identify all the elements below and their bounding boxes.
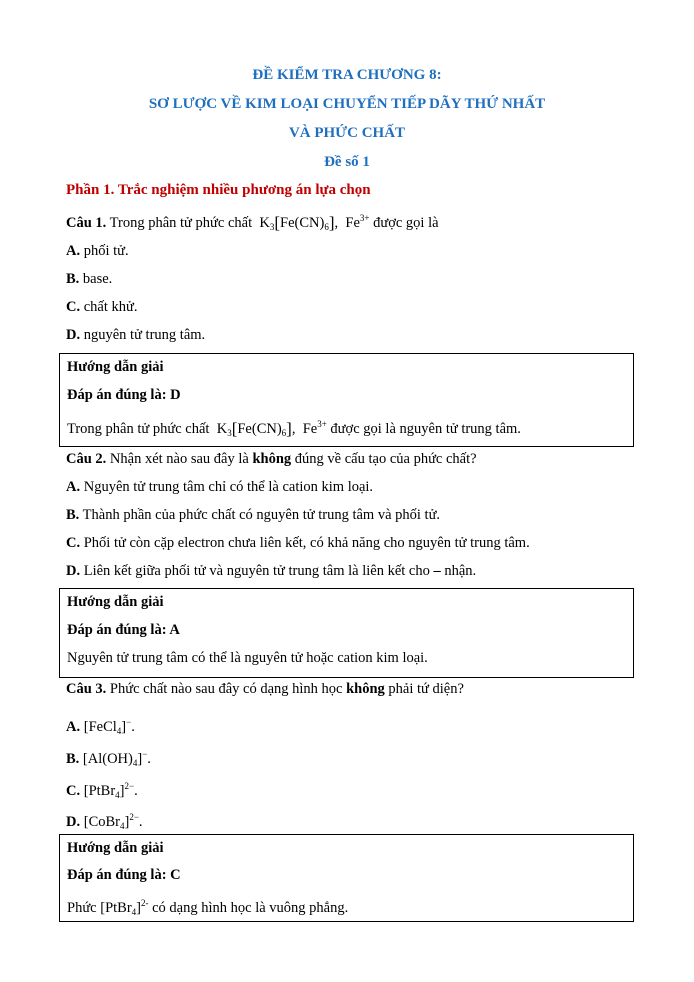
question-1-stem: Câu 1. Trong phân tử phức chất $K_3[Fe(CN)_6]$, $Fe^{3+}$ được gọi là: [66, 213, 439, 232]
question-2-stem: Câu 2. Nhận xét nào sau đây là không đúng về cấu tạo của phức chất?: [66, 451, 477, 467]
solution-heading: Hướng dẫn giải: [67, 359, 164, 375]
title-line-2: SƠ LƯỢC VỀ KIM LOẠI CHUYỂN TIẾP DÃY THỨ NHẤT: [148, 96, 546, 112]
option-d: D. Liên kết giữa phối tử và nguyên tử trung tâm là liên kết cho – nhận.: [66, 563, 477, 579]
question-label: Câu 3.: [66, 681, 107, 697]
option-b: B. base.: [66, 271, 113, 287]
title-line-3: VÀ PHỨC CHẤT: [288, 125, 406, 141]
question-label: Câu 2.: [66, 451, 107, 467]
section-title: Phần 1. Trắc nghiệm nhiều phương án lựa chọn: [66, 182, 371, 198]
option-d: D. [CoBr$_4$]$^{2-}$.: [66, 812, 143, 831]
question-3-stem: Câu 3. Phức chất nào sau đây có dạng hình học không phải tứ diện?: [66, 681, 464, 697]
solution-box-1: [59, 353, 634, 447]
option-d: D. nguyên tử trung tâm.: [66, 327, 206, 343]
exam-number: Đề số 1: [324, 154, 370, 170]
solution-answer: Đáp án đúng là: D: [67, 387, 181, 403]
option-c: C. Phối tử còn cặp electron chưa liên kết, có khả năng cho nguyên tử trung tâm.: [66, 535, 530, 551]
solution-box-3: [59, 834, 634, 922]
solution-explanation: Phức [PtBr$_4$]$^{2-}$ có dạng hình học là vuông phẳng.: [67, 898, 349, 917]
solution-heading: Hướng dẫn giải: [67, 840, 164, 856]
question-label: Câu 1.: [66, 215, 107, 231]
solution-explanation: Trong phân tử phức chất $K_3[Fe(CN)_6]$, $Fe^{3+}$ được gọi là nguyên tử trung tâm.: [67, 419, 521, 438]
option-c: C. chất khử.: [66, 299, 138, 315]
option-a: A. phối tử.: [66, 243, 129, 259]
solution-explanation: Nguyên tử trung tâm có thể là nguyên tử hoặc cation kim loại.: [67, 650, 428, 666]
option-b: B. $[Al(OH)_4]^-$.: [66, 749, 151, 768]
solution-answer: Đáp án đúng là: C: [67, 867, 181, 883]
option-a: A. Nguyên tử trung tâm chỉ có thể là cation kim loại.: [66, 479, 374, 495]
option-b: B. Thành phần của phức chất có nguyên tử trung tâm và phối tử.: [66, 507, 441, 523]
title-line-1: ĐỀ KIỂM TRA CHƯƠNG 8:: [252, 67, 442, 83]
option-a: A. [FeCl$_4$]−.: [66, 717, 135, 736]
solution-box-2: [59, 588, 634, 678]
solution-heading: Hướng dẫn giải: [67, 594, 164, 610]
formula-k3-fe-cn6: $K_3[Fe(CN)_6]$, $Fe^{3+}$: [259, 213, 370, 232]
option-c: C. [PtBr$_4$]$^{2-}$.: [66, 781, 138, 800]
solution-answer: Đáp án đúng là: A: [67, 622, 180, 638]
